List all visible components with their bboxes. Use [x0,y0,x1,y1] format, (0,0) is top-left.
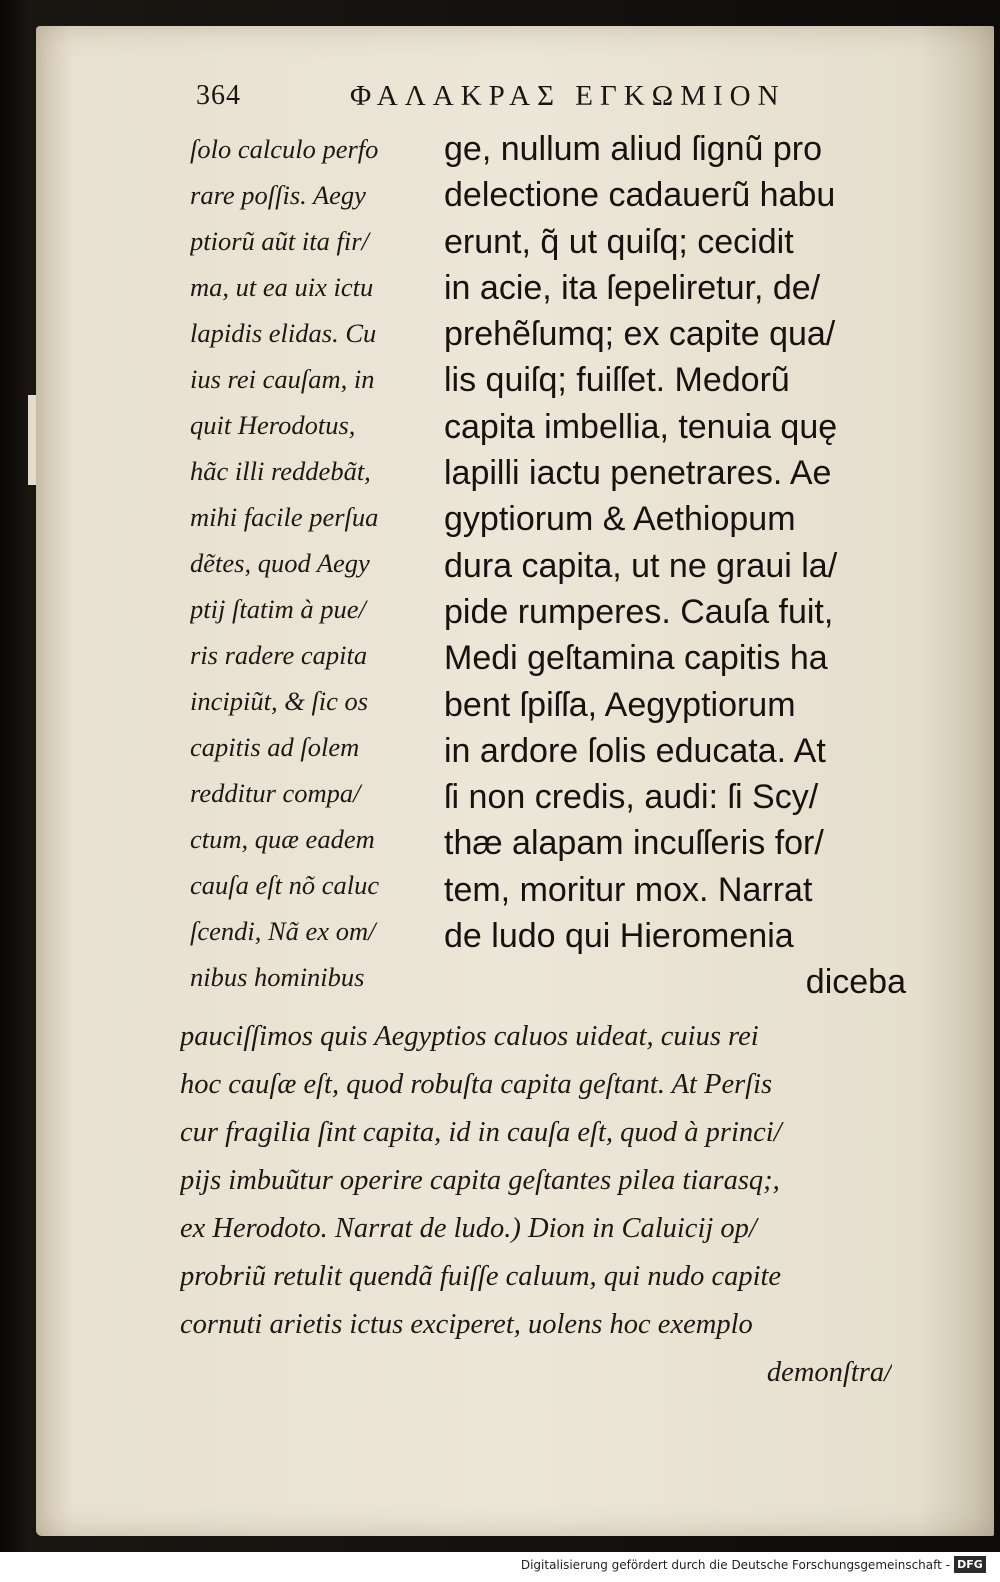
commentary-line: ptiorũ aũt ita fir/ [190,226,369,256]
text-line: bent ſpiſſa, Aegyptiorum [444,685,796,724]
commentary-line: mihi facile perſua [190,502,379,532]
text-line: ge, nullum aliud ſignũ pro [444,130,823,168]
text-line: erunt, q̃ ut quiſq; cecidit [444,222,794,261]
commentary-line: ma, ut ea uix ictu [190,272,374,302]
text-line: Medi geſtamina capitis ha [444,639,828,678]
main-text-column [444,126,906,1006]
commentary-line: nibus hominibus [190,962,365,992]
commentary-line: incipiũt, & ſic os [190,686,369,716]
text-line: in ardore ſolis educata. At [444,731,826,770]
commentary-line: lapidis elidas. Cu [190,318,377,348]
commentary-line: pauciſſimos quis Aegyptios caluos uideat, cuius rei [180,1021,759,1052]
commentary-line: ris radere capita [190,640,368,670]
commentary-line: ctum, quæ eadem [190,824,375,854]
commentary-line: hãc illi reddebãt, [190,456,371,486]
commentary-line: quit Herodotus, [190,410,356,440]
commentary-line: pijs imbuũtur operire capita geſtantes pilea tiarasq;, [180,1165,780,1196]
text-line: in acie, ita ſepeliretur, de/ [444,268,821,307]
funding-credit: Digitalisierung gefördert durch die Deutsche Forschungsgemeinschaft - [520,1558,950,1572]
text-line: prehẽſumq; ex capite qua/ [444,315,836,354]
text-line: dura capita, ut ne graui la/ [444,546,838,585]
text-line: thæ alapam incuſſeris for/ [444,824,824,863]
commentary-line: ius rei cauſam, in [190,364,375,394]
text-line: pide rumperes. Cauſa fuit, [444,592,834,631]
running-head: ΦΑΛΑΚΡΑΣ ΕΓΚΩΜΙΟΝ [350,80,786,112]
text-line: ſi non credis, audi: ſi Scy/ [444,778,819,817]
commentary-line: ptij ſtatim à pue/ [190,594,366,624]
dfg-logo: DFG [954,1556,986,1573]
commentary-line: probriũ retulit quendã fuiſſe caluum, qui nudo capite [180,1261,782,1292]
catchword: demonſtra/ [766,1357,892,1388]
text-line: diceba [805,963,906,1002]
commentary-line: rare poſſis. Aegy [190,180,366,210]
text-line: lis quiſq; fuiſſet. Medorũ [444,361,790,400]
commentary-line: cornuti arietis ictus exciperet, uolens hoc exemplo [180,1309,753,1340]
commentary-line: capitis ad ſolem [190,732,360,762]
commentary-line: cauſa eſt nõ caluc [190,870,380,900]
page-number: 364 [196,80,241,111]
commentary-line: ſolo calculo perfo [190,134,379,164]
commentary-column [190,126,442,1000]
text-line: delectione cadauerũ habu [444,176,836,215]
text-line: capita imbellia, tenuia quę [444,407,838,446]
text-line: de ludo qui Hieromenia [444,917,794,956]
commentary-line: hoc cauſæ eſt, quod robuſta capita geſtant. At Perſis [180,1069,773,1100]
commentary-line: dẽtes, quod Aegy [190,548,370,578]
commentary-line: redditur compa/ [190,778,361,808]
text-line: gyptiorum & Aethiopum [444,500,796,539]
text-line: lapilli iactu penetrares. Ae [444,454,832,493]
commentary-line: ſcendi, Nã ex om/ [190,916,376,946]
commentary-line: cur fragilia ſint capita, id in cauſa eſt, quod à princi/ [180,1117,782,1148]
commentary-line: ex Herodoto. Narrat de ludo.) Dion in Caluicij op/ [180,1213,757,1244]
text-line: tem, moritur mox. Narrat [444,870,813,909]
commentary-continuation [180,1013,892,1397]
